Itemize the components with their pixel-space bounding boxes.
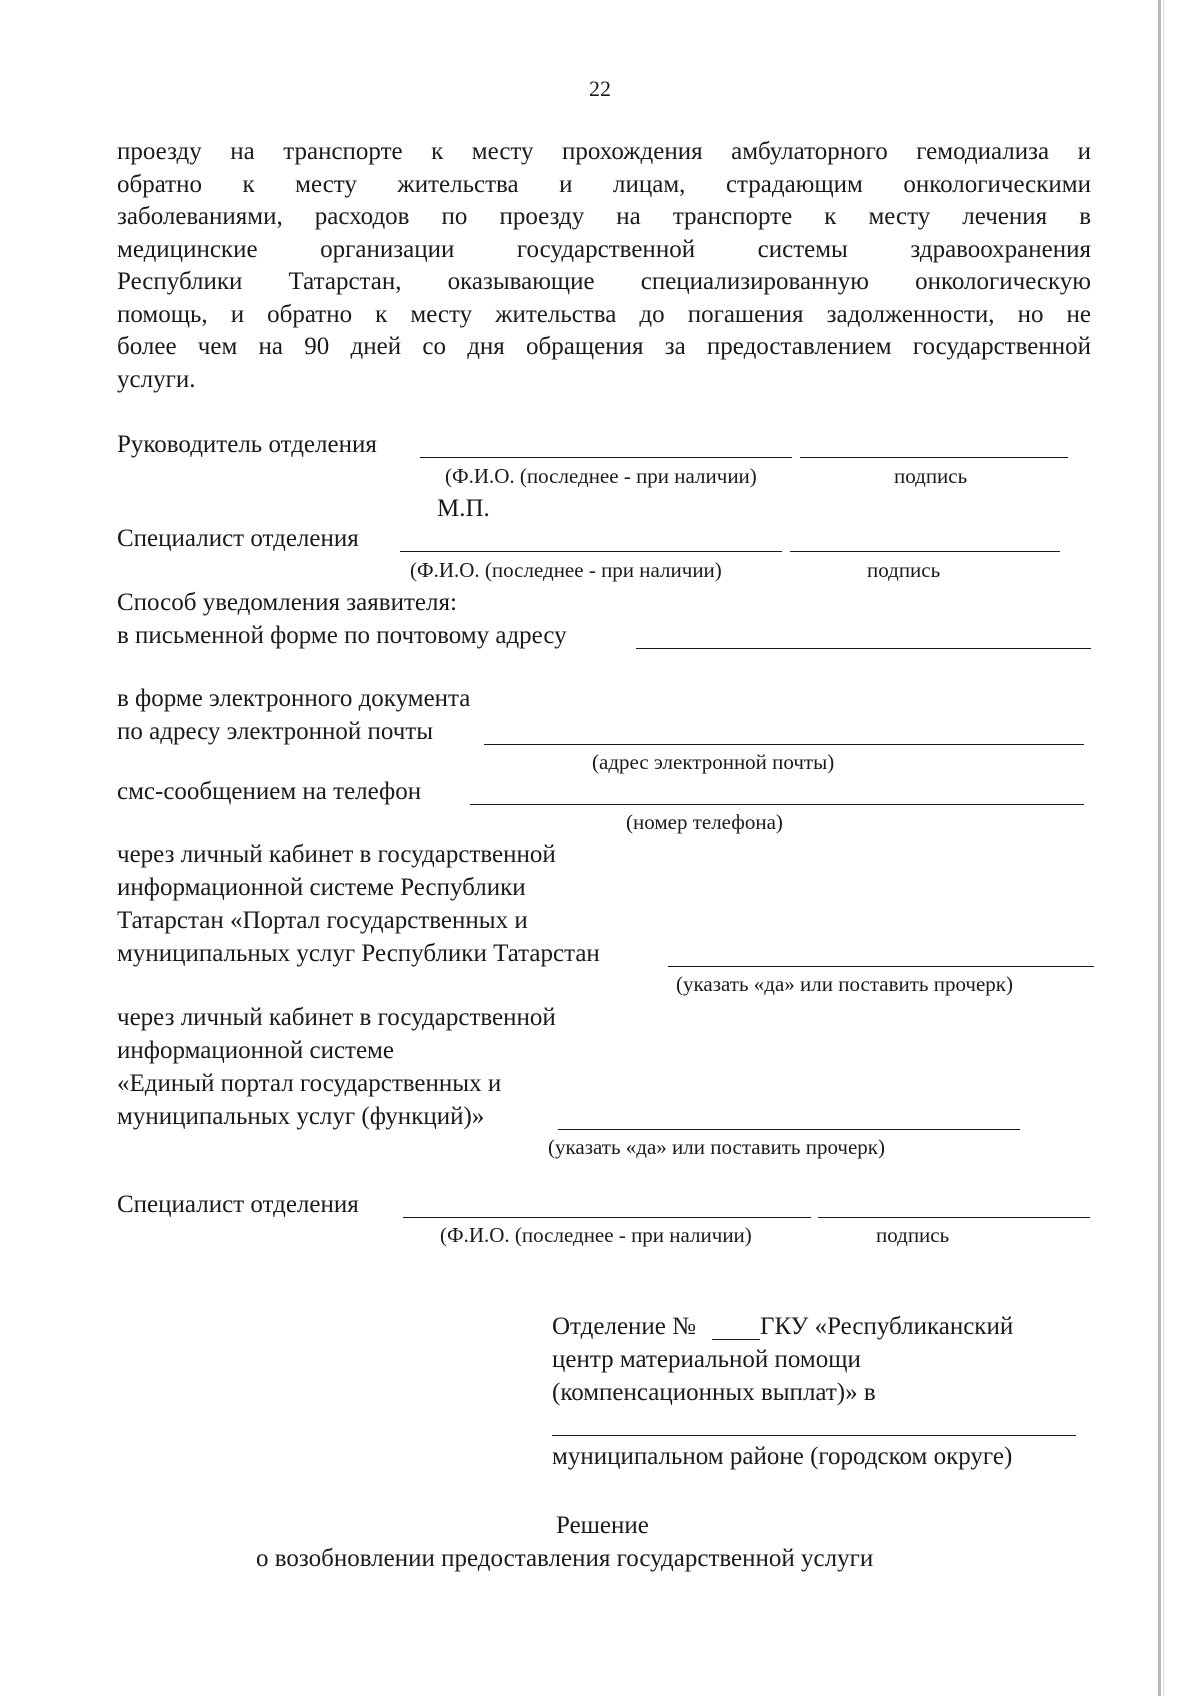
specialist-1-fio-field[interactable] bbox=[400, 551, 782, 552]
paragraph-line: проезду на транспорте к месту прохождения амбулаторного гемодиализа и bbox=[117, 138, 1091, 165]
notification-sms-label: смс-сообщением на телефон bbox=[117, 778, 422, 805]
portal-rt-field[interactable] bbox=[668, 966, 1094, 967]
paragraph-line: Республики Татарстан, оказывающие специализированную онкологическую bbox=[117, 268, 1091, 295]
addressee-line3: (компенсационных выплат)» в bbox=[552, 1379, 876, 1406]
portal-epgu-caption: (указать «да» или поставить прочерк) bbox=[548, 1135, 886, 1159]
notification-electronic-label: в форме электронного документа bbox=[117, 685, 471, 712]
portal-epgu-line: муниципальных услуг (функций)» bbox=[117, 1103, 485, 1130]
notification-email-label: по адресу электронной почты bbox=[117, 718, 433, 745]
paragraph-line: услуги. bbox=[117, 365, 196, 393]
intro-paragraph bbox=[117, 136, 1091, 396]
specialist-1-signature-field[interactable] bbox=[790, 551, 1060, 552]
portal-epgu-field[interactable] bbox=[558, 1129, 1020, 1130]
portal-rt-line: Татарстан «Портал государственных и bbox=[117, 907, 528, 934]
addressee-line1-suffix: ГКУ «Республиканский bbox=[760, 1313, 1014, 1340]
specialist-2-signature-field[interactable] bbox=[818, 1217, 1090, 1218]
postal-address-field[interactable] bbox=[636, 648, 1091, 649]
specialist-1-signature-caption: подпись bbox=[867, 558, 941, 582]
notification-postal-label: в письменной форме по почтовому адресу bbox=[117, 622, 567, 649]
page-edge bbox=[1158, 0, 1161, 1696]
portal-rt-caption: (указать «да» или поставить прочерк) bbox=[676, 972, 1014, 996]
head-signature-caption: подпись bbox=[894, 464, 968, 488]
portal-rt-line: через личный кабинет в государственной bbox=[117, 841, 556, 868]
page-edge-shadow bbox=[1163, 0, 1164, 1696]
paragraph-line: более чем на 90 дней со дня обращения за предоставлением государственной bbox=[117, 333, 1091, 360]
municipality-field[interactable] bbox=[552, 1435, 1076, 1436]
phone-field[interactable] bbox=[470, 804, 1084, 805]
specialist-2-fio-caption: (Ф.И.О. (последнее - при наличии) bbox=[440, 1223, 752, 1247]
portal-epgu-line: «Единый портал государственных и bbox=[117, 1070, 502, 1097]
portal-epgu-line: информационной системе bbox=[117, 1037, 394, 1064]
email-field[interactable] bbox=[484, 744, 1084, 745]
head-fio-field[interactable] bbox=[420, 457, 792, 458]
email-caption: (адрес электронной почты) bbox=[592, 750, 835, 774]
head-fio-caption: (Ф.И.О. (последнее - при наличии) bbox=[445, 464, 757, 488]
stamp-label: М.П. bbox=[437, 495, 490, 522]
portal-rt-line: информационной системе Республики bbox=[117, 874, 526, 901]
addressee-line4: муниципальном районе (городском округе) bbox=[552, 1443, 1013, 1470]
portal-rt-line: муниципальных услуг Республики Татарстан bbox=[117, 940, 600, 967]
phone-caption: (номер телефона) bbox=[626, 810, 783, 834]
addressee-line1-prefix: Отделение № bbox=[552, 1313, 696, 1340]
head-signature-field[interactable] bbox=[800, 457, 1068, 458]
head-label: Руководитель отделения bbox=[117, 431, 377, 458]
paragraph-line: помощь, и обратно к месту жительства до погашения задолженности, но не bbox=[117, 300, 1091, 328]
page-number: 22 bbox=[589, 76, 611, 101]
paragraph-line: заболеваниями, расходов по проезду на транспорте к месту лечения в bbox=[117, 203, 1091, 230]
paragraph-line: обратно к месту жительства и лицам, страдающим онкологическими bbox=[117, 170, 1091, 198]
specialist-2-signature-caption: подпись bbox=[876, 1223, 950, 1247]
decision-title: Решение bbox=[556, 1512, 649, 1539]
specialist-2-label: Специалист отделения bbox=[117, 1191, 359, 1218]
specialist-1-fio-caption: (Ф.И.О. (последнее - при наличии) bbox=[410, 558, 722, 582]
decision-subtitle: о возобновлении предоставления государственной услуги bbox=[256, 1545, 874, 1572]
portal-epgu-line: через личный кабинет в государственной bbox=[117, 1004, 556, 1031]
specialist-2-fio-field[interactable] bbox=[403, 1217, 811, 1218]
specialist-1-label: Специалист отделения bbox=[117, 525, 359, 552]
notification-title: Способ уведомления заявителя: bbox=[117, 589, 457, 616]
addressee-line2: центр материальной помощи bbox=[552, 1346, 861, 1373]
paragraph-line: медицинские организации государственной системы здравоохранения bbox=[117, 235, 1091, 263]
department-number-field[interactable] bbox=[712, 1339, 760, 1340]
